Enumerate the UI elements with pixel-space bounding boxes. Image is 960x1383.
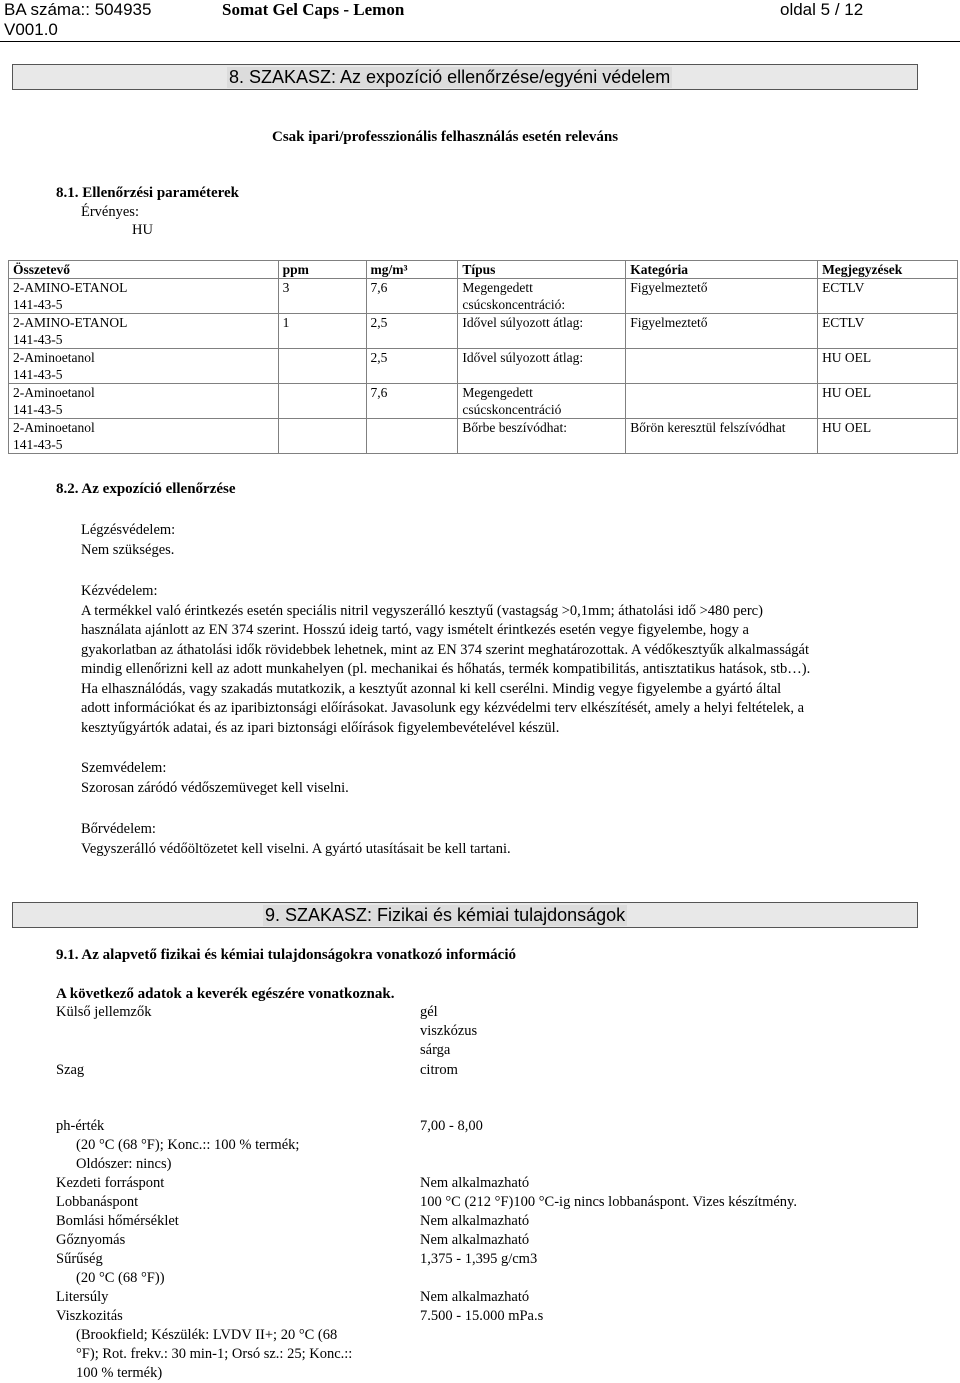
hand-line: Ha elhasználódás, vagy szakadás mutatkozik, a kesztyűt azonnal ki kell cserélni. Mindig vegye figyelembe a gyártó által — [81, 680, 782, 697]
cell-remarks: HU OEL — [818, 419, 958, 454]
cell-category: Bőrön keresztül felszívódhat — [626, 419, 818, 454]
product-name: Somat Gel Caps - Lemon — [222, 0, 405, 19]
hand-line: használata ajánlott az EN 374 szerint. Hosszú ideig tartó, vagy ismételt érintkezés esetén vegye figyelembe, hogy a — [81, 622, 749, 638]
table-row — [9, 314, 958, 349]
section-8-subtitle: Csak ipari/professzionális felhasználás esetén releváns — [272, 129, 619, 145]
eye-text: Szorosan záródó védőszemüveget kell viselni. — [81, 779, 349, 796]
cell-mgm3: 7,6 — [366, 279, 458, 314]
property-condition: 100 % termék) — [76, 1365, 163, 1381]
col-header-mgm3: mg/m³ — [366, 261, 458, 279]
valid-label: Érvényes: — [81, 204, 139, 220]
subsection-8-2-title: 8.2. Az expozíció ellenőrzése — [56, 481, 236, 497]
property-row — [56, 1250, 936, 1288]
skin-text: Vegyszerálló védőöltözetet kell viselni. A gyártó utasításait be kell tartani. — [81, 840, 511, 857]
property-row — [56, 1307, 936, 1383]
cell-category — [626, 384, 818, 419]
col-header-component: Összetevő — [9, 261, 279, 279]
appearance-label: Külső jellemzők — [56, 1004, 152, 1020]
cell-component: 2-AMINO-ETANOL 141-43-5 — [9, 279, 279, 314]
eye-protection — [81, 759, 911, 798]
cell-component: 2-Aminoetanol 141-43-5 — [9, 349, 279, 384]
cell-type: Bőrbe beszívódhat: — [458, 419, 626, 454]
cell-mgm3: 7,6 — [366, 384, 458, 419]
subsection-8-1-title: 8.1. Ellenőrzési paraméterek — [56, 185, 240, 201]
cell-remarks: HU OEL — [818, 384, 958, 419]
section-8-title: 8. SZAKASZ: Az expozíció ellenőrzése/egyéni védelem — [229, 67, 671, 87]
property-row — [56, 1231, 936, 1250]
property-row — [56, 1117, 936, 1174]
property-label: Sűrűség — [56, 1251, 103, 1267]
col-header-category: Kategória — [626, 261, 818, 279]
property-label: Bomlási hőmérséklet — [56, 1213, 179, 1229]
mixture-note: A következő adatok a keverék egészére vonatkoznak. — [56, 986, 395, 1002]
hand-label: Kézvédelem: — [81, 583, 158, 599]
header-rule — [0, 41, 960, 42]
subsection-9-1-title: 9.1. Az alapvető fizikai és kémiai tulajdonságokra vonatkozó információ — [56, 947, 516, 963]
table-row — [9, 419, 958, 454]
property-row — [56, 1174, 936, 1193]
cell-category — [626, 349, 818, 384]
cell-remarks: ECTLV — [818, 279, 958, 314]
page-number: oldal 5 / 12 — [780, 0, 864, 19]
cell-remarks: ECTLV — [818, 314, 958, 349]
table-row — [9, 279, 958, 314]
property-row — [56, 1193, 936, 1212]
hand-line: kesztyűgyártók adatai, és az ipari biztonsági előírások figyelembevételével készül. — [81, 719, 560, 736]
property-label: Kezdeti forráspont — [56, 1175, 165, 1191]
cell-ppm — [278, 384, 366, 419]
property-condition: (20 °C (68 °F); Konc.:: 100 % termék; — [76, 1137, 300, 1153]
cell-ppm: 3 — [278, 279, 366, 314]
property-value: Nem alkalmazható — [420, 1232, 530, 1248]
cell-type: Megengedett csúcskoncentráció: — [458, 279, 626, 314]
cell-remarks: HU OEL — [818, 349, 958, 384]
cell-mgm3: 2,5 — [366, 314, 458, 349]
odor-value: citrom — [420, 1062, 458, 1078]
cell-ppm: 1 — [278, 314, 366, 349]
cell-category: Figyelmeztető — [626, 314, 818, 349]
odor-label: Szag — [56, 1062, 85, 1078]
property-condition: °F); Rot. frekv.: 30 min-1; Orsó sz.: 25; Konc.:: — [76, 1346, 353, 1362]
section-9-bar — [12, 902, 918, 928]
cell-type: Idővel súlyozott átlag: — [458, 314, 626, 349]
property-row — [56, 1212, 936, 1231]
exposure-limits-table — [8, 260, 958, 454]
property-label: Lobbanáspont — [56, 1194, 139, 1210]
cell-ppm — [278, 419, 366, 454]
col-header-remarks: Megjegyzések — [818, 261, 958, 279]
table-row — [9, 349, 958, 384]
valid-value: HU — [132, 222, 153, 238]
cell-mgm3 — [366, 419, 458, 454]
property-value: 1,375 - 1,395 g/cm3 — [420, 1251, 538, 1267]
property-value: 7,00 - 8,00 — [420, 1118, 483, 1134]
col-header-type: Típus — [458, 261, 626, 279]
cell-component: 2-AMINO-ETANOL 141-43-5 — [9, 314, 279, 349]
skin-label: Bőrvédelem: — [81, 821, 156, 837]
skin-protection — [81, 820, 911, 859]
cell-type: Idővel súlyozott átlag: — [458, 349, 626, 384]
properties-list — [56, 1117, 936, 1383]
property-label: Gőznyomás — [56, 1232, 126, 1248]
property-label: Litersúly — [56, 1289, 109, 1305]
eye-label: Szemvédelem: — [81, 760, 167, 776]
col-header-ppm: ppm — [278, 261, 366, 279]
property-condition: (20 °C (68 °F)) — [76, 1270, 165, 1286]
hand-line: gyakorlatban az áthatolási idők rövidebbek lehetnek, mint az EN 374 szerint meghatározottak. A védőkesztyűk alkalmasságát — [81, 641, 809, 658]
section-9-title: 9. SZAKASZ: Fizikai és kémiai tulajdonságok — [265, 905, 626, 925]
property-condition: Oldószer: nincs) — [76, 1156, 172, 1172]
respiratory-label: Légzésvédelem: — [81, 522, 176, 538]
property-condition: (Brookfield; Készülék: LVDV II+; 20 °C (68 — [76, 1327, 338, 1343]
table-row — [9, 384, 958, 419]
version: V001.0 — [4, 20, 58, 39]
property-value: Nem alkalmazható — [420, 1175, 530, 1191]
cell-mgm3: 2,5 — [366, 349, 458, 384]
cell-component: 2-Aminoetanol 141-43-5 — [9, 419, 279, 454]
cell-ppm — [278, 349, 366, 384]
property-row — [56, 1288, 936, 1307]
document-number: BA száma:: 504935 — [4, 0, 152, 19]
property-label: ph-érték — [56, 1118, 105, 1134]
property-value: Nem alkalmazható — [420, 1289, 530, 1305]
appearance-values: gél viszkózus sárga — [420, 1004, 478, 1058]
cell-category: Figyelmeztető — [626, 279, 818, 314]
property-value: 100 °C (212 °F)100 °C-ig nincs lobbanáspont. Vizes készítmény. — [420, 1194, 797, 1210]
respiratory-text: Nem szükséges. — [81, 541, 175, 558]
hand-protection — [81, 582, 911, 738]
cell-component: 2-Aminoetanol 141-43-5 — [9, 384, 279, 419]
property-value: Nem alkalmazható — [420, 1213, 530, 1229]
property-value: 7.500 - 15.000 mPa.s — [420, 1308, 544, 1324]
hand-line: adott információkat és az iparibiztonsági előírásokat. Javasolunk egy kézvédelmi terv elkészítését, amely a helyi feltételek, a — [81, 700, 805, 716]
section-8-bar — [12, 64, 918, 90]
hand-line: mindig ellenőrizni kell az adott munkahelyen (pl. mechanikai és hőhatás, termék kompatibilitás, antisztatikus hatások, stb…). — [81, 661, 811, 677]
respiratory-protection — [81, 521, 911, 560]
hand-line: A termékkel való érintkezés esetén speciális nitril vegyszerálló kesztyű (vastagság >0,1mm; áthatolási idő >480 perc) — [81, 602, 763, 619]
property-label: Viszkozitás — [56, 1308, 123, 1324]
cell-type: Megengedett csúcskoncentráció — [458, 384, 626, 419]
table-header-row — [9, 261, 958, 279]
